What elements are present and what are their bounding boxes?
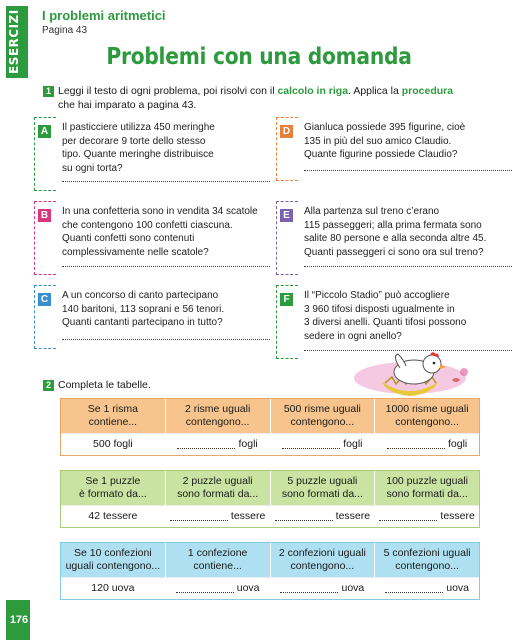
- exercise-instructions: [58, 84, 498, 112]
- exercise-instructions: Completa le tabelle.: [58, 379, 151, 391]
- problem-letter: E: [280, 209, 293, 222]
- answer-cell[interactable]: [166, 578, 271, 599]
- given-value-cell: 500 fogli: [61, 434, 166, 455]
- table-header-cell: [166, 399, 271, 433]
- header-line: contiene...: [193, 560, 242, 572]
- problem-line: 135 in più del suo amico Claudio.: [304, 135, 452, 147]
- instruction-text: Leggi il testo di ogni problema, poi risolvi con il: [58, 85, 278, 97]
- table-confezioni: [60, 542, 480, 600]
- header-line: è formato da...: [79, 488, 147, 500]
- problem-line: per decorare 9 torte dello stesso: [62, 135, 206, 147]
- problem-e: [276, 201, 506, 275]
- header-line: 5 puzzle uguali: [287, 475, 358, 487]
- problem-c: [34, 285, 264, 349]
- hen-on-egg-nest-icon: [352, 350, 482, 402]
- unit-label: tessere: [335, 510, 371, 522]
- table-header-row: [61, 399, 479, 433]
- header-line: Se 10 confezioni: [74, 547, 152, 559]
- header-line: 500 risme uguali: [283, 403, 361, 415]
- section-title: I problemi aritmetici: [42, 8, 166, 23]
- answer-cell[interactable]: [271, 506, 376, 527]
- header-line: 1 confezione: [187, 547, 248, 559]
- answer-cell[interactable]: [375, 506, 479, 527]
- unit-label: fogli: [238, 438, 258, 450]
- section-subtitle: Pagina 43: [42, 25, 88, 36]
- exercise-number: 1: [43, 86, 54, 97]
- problem-line: Alla partenza sul treno c’erano: [304, 206, 440, 217]
- header-line: 100 puzzle uguali: [386, 475, 468, 487]
- given-value-cell: 120 uova: [61, 578, 166, 599]
- table-header-cell: [166, 471, 271, 505]
- header-line: uguali contengono...: [65, 560, 161, 572]
- problem-letter: F: [280, 293, 293, 306]
- instruction-highlight: calcolo in riga: [277, 85, 349, 97]
- problem-line: Gianluca possiede 395 figurine, cioè: [304, 122, 466, 133]
- answer-line[interactable]: [304, 170, 512, 171]
- answer-cell[interactable]: [271, 578, 376, 599]
- problem-text: [62, 289, 272, 330]
- header-line: contengono...: [395, 416, 459, 428]
- exercise-number: 2: [43, 380, 54, 391]
- table-puzzle: [60, 470, 480, 528]
- header-line: sono formati da...: [386, 488, 468, 500]
- unit-label: uova: [236, 582, 260, 594]
- problem-line: 3 960 tifosi disposti ugualmente in: [304, 303, 455, 315]
- side-bar: [0, 0, 30, 640]
- unit-label: uova: [446, 582, 470, 594]
- problem-a: [34, 117, 264, 191]
- problem-line: Quanti passeggeri ci sono ora sul treno?: [304, 246, 484, 258]
- header-line: 5 confezioni uguali: [383, 547, 471, 559]
- header-line: contengono...: [290, 416, 355, 428]
- unit-label: uova: [341, 582, 365, 594]
- instruction-text: che hai imparato a pagina 43.: [58, 99, 197, 111]
- answer-line[interactable]: [62, 181, 270, 182]
- problem-line: Quante figurine possiede Claudio?: [304, 149, 458, 160]
- problem-line: Il pasticciere utilizza 450 meringhe: [62, 122, 215, 133]
- header-line: 1000 risme uguali: [385, 403, 469, 415]
- header-line: sono formati da...: [177, 488, 259, 500]
- problem-f: [276, 285, 506, 359]
- table-row: [61, 433, 479, 455]
- instruction-highlight: procedura: [401, 85, 454, 97]
- table-header-cell: [166, 543, 271, 577]
- problem-line: 115 passeggeri; alla prima fermata sono: [304, 219, 482, 231]
- table-row: [61, 505, 479, 527]
- table-risme: [60, 398, 480, 456]
- answer-cell[interactable]: [375, 434, 479, 455]
- problem-line: A un concorso di canto partecipano: [62, 290, 219, 301]
- problem-text: [304, 289, 514, 343]
- table-header-cell: [61, 471, 166, 505]
- problem-d: [276, 117, 506, 181]
- problem-line: salite 80 persone e alla seconda altre 45.: [304, 233, 487, 244]
- table-row: [61, 577, 479, 599]
- answer-cell[interactable]: [271, 434, 376, 455]
- table-header-cell: [271, 543, 376, 577]
- problem-line: In una confetteria sono in vendita 34 scatole: [62, 206, 258, 217]
- problem-line: sedere in ogni anello?: [304, 330, 402, 342]
- problem-letter: D: [280, 125, 293, 138]
- problem-line: 140 baritoni, 113 soprani e 56 tenori.: [62, 303, 225, 315]
- table-header-cell: [271, 399, 376, 433]
- problem-line: Il “Piccolo Stadio” può accogliere: [304, 290, 450, 301]
- table-header-row: [61, 543, 479, 577]
- table-header-cell: [61, 543, 166, 577]
- answer-line[interactable]: [304, 266, 512, 267]
- header-line: Se 1 risma: [87, 403, 138, 415]
- header-line: contengono...: [395, 560, 459, 572]
- unit-label: fogli: [447, 438, 468, 450]
- problem-text: [304, 121, 514, 162]
- problem-letter: A: [38, 125, 51, 138]
- answer-cell[interactable]: [166, 434, 271, 455]
- table-header-cell: [61, 399, 166, 433]
- page-number: 176: [9, 614, 29, 626]
- unit-label: fogli: [343, 438, 363, 450]
- problem-line: complessivamente nelle scatole?: [62, 246, 209, 258]
- problem-b: [34, 201, 264, 275]
- problem-letter: C: [38, 293, 51, 306]
- table-header-row: [61, 471, 479, 505]
- problem-line: che contengono 100 confetti ciascuna.: [62, 219, 233, 231]
- header-line: contengono...: [290, 560, 355, 572]
- unit-label: tessere: [230, 510, 266, 522]
- problem-line: tipo. Quante meringhe distribuisce: [62, 149, 214, 160]
- header-line: 2 puzzle uguali: [182, 475, 253, 487]
- table-header-cell: [375, 471, 479, 505]
- answer-line[interactable]: [62, 339, 270, 340]
- page-title: Problemi con una domanda: [106, 44, 412, 70]
- table-header-cell: [271, 471, 376, 505]
- problem-line: Quanti confetti sono contenuti: [62, 233, 195, 244]
- answer-cell[interactable]: [375, 578, 479, 599]
- problem-line: Quanti cantanti partecipano in tutto?: [62, 317, 223, 328]
- header-line: Se 1 puzzle: [85, 475, 141, 487]
- problem-text: [304, 205, 514, 259]
- problem-line: 3 diversi anelli. Quanti tifosi possono: [304, 317, 467, 328]
- problem-text: [62, 121, 272, 175]
- answer-line[interactable]: [62, 266, 270, 267]
- given-value-cell: 42 tessere: [61, 506, 166, 527]
- side-label: ESERCIZI: [7, 9, 21, 74]
- unit-label: tessere: [440, 510, 475, 522]
- problem-text: [62, 205, 294, 259]
- header-line: contiene...: [88, 416, 138, 428]
- header-line: contengono...: [185, 416, 250, 428]
- answer-cell[interactable]: [166, 506, 271, 527]
- problem-letter: B: [38, 209, 51, 222]
- header-line: 2 risme uguali: [184, 403, 251, 415]
- header-line: 2 confezioni uguali: [278, 547, 366, 559]
- table-header-cell: [375, 399, 479, 433]
- table-header-cell: [375, 543, 479, 577]
- instruction-text: . Applica la: [348, 85, 402, 97]
- header-line: sono formati da...: [281, 488, 363, 500]
- problem-line: su ogni torta?: [62, 162, 123, 174]
